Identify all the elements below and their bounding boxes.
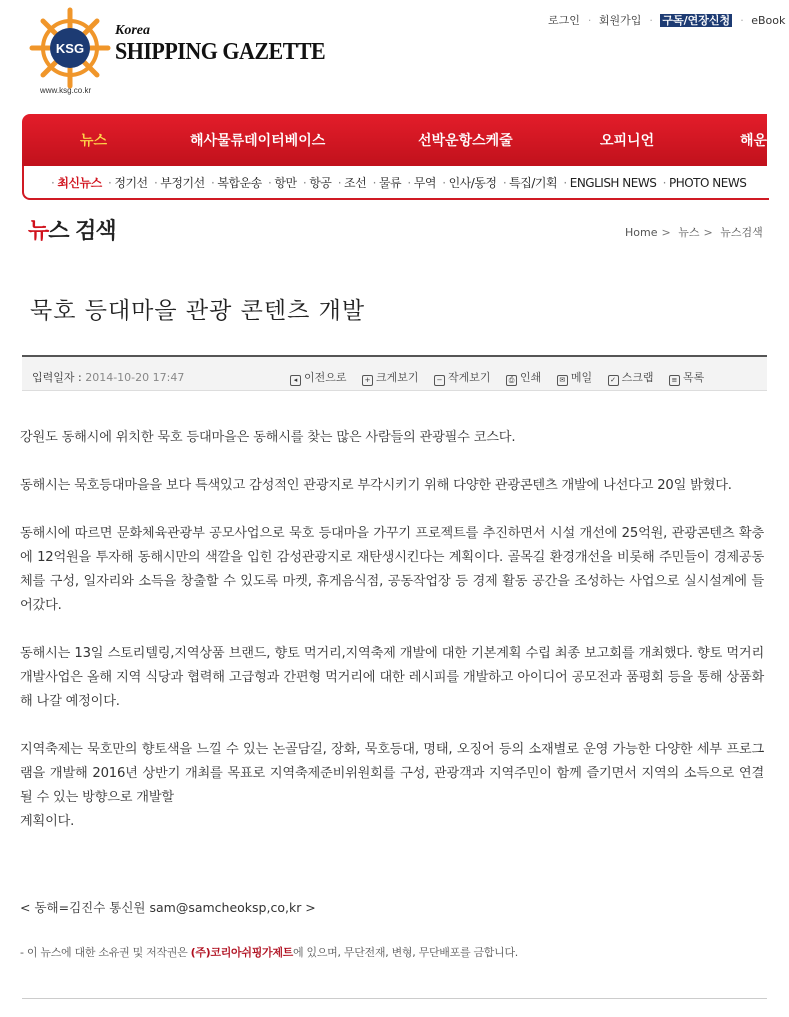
prev-icon: ◂ (290, 375, 301, 386)
scrap-icon: ✓ (608, 375, 619, 386)
logo-url: www.ksg.co.kr (40, 86, 92, 95)
zoom-in-button[interactable]: + 크게보기 (362, 369, 419, 386)
mail-icon: ✉ (557, 375, 568, 386)
gnb-item-database[interactable]: 해사물류데이터베이스 (190, 133, 326, 149)
article-paragraph: 동해시는 묵호등대마을을 보다 특색있고 감성적인 관광지로 부각시키기 위해 다양한 관광콘텐츠 개발에 나선다고 20일 밝혔다. (20, 478, 732, 493)
chevron-right-icon: > (703, 226, 713, 239)
login-link[interactable]: 로그인 (548, 14, 580, 27)
main-nav (22, 114, 767, 166)
subnav-item-feature[interactable]: 특집/기획 (509, 176, 558, 190)
mail-button[interactable]: ✉ 메일 (557, 369, 592, 386)
utility-links: 로그인 · 회원가입 · 구독/연장신청 · eBook (548, 14, 786, 27)
subnav-item-latest[interactable]: 최신뉴스 (57, 176, 102, 190)
subnav-item-english[interactable]: ENGLISH NEWS (569, 176, 657, 190)
zoom-out-icon: − (434, 375, 445, 386)
sub-nav: · 최신뉴스 · 정기선 · 부정기선 · 복합운송 · 항만 · 항공 · 조선 · 물류 · 무역 · 인사/동정 · 특집/기획 · ENGLISH NEWS · PHOTO NEWS (22, 166, 769, 200)
article-meta-bar (22, 357, 767, 391)
brand-name: SHIPPING GAZETTE (115, 36, 326, 65)
subnav-item-photo[interactable]: PHOTO NEWS (668, 176, 747, 190)
article-headline: 묵호 등대마을 관광 콘텐츠 개발 (30, 298, 366, 324)
gnb-item-news[interactable]: 뉴스 (80, 133, 108, 149)
section-title-rest: 스 검색 (48, 219, 116, 244)
list-button[interactable]: ≡ 목록 (669, 369, 704, 386)
ebook-link[interactable]: eBook (751, 14, 786, 27)
scrap-button[interactable]: ✓ 스크랩 (608, 369, 654, 386)
breadcrumb-home[interactable]: Home (625, 226, 658, 239)
site-header (0, 0, 786, 114)
breadcrumb (625, 224, 763, 240)
section-title-red: 뉴 (28, 219, 49, 244)
breadcrumb-news[interactable]: 뉴스 (678, 226, 700, 239)
brand-wordmark[interactable] (115, 23, 326, 65)
gnb-item-shipping[interactable]: 해운 (740, 133, 768, 149)
gnb-item-opinion[interactable]: 오피니언 (600, 133, 655, 149)
zoom-out-button[interactable]: − 작게보기 (434, 369, 491, 386)
article-date (32, 369, 184, 385)
signup-link[interactable]: 회원가입 (598, 14, 642, 27)
gnb-item-schedule[interactable]: 선박운항스케줄 (418, 133, 513, 149)
article-paragraph: 동해시에 따르면 문화체육관광부 공모사업으로 묵호 등대마을 가꾸기 프로젝트를 추진하면서 시설 개선에 25억원, 관광콘텐츠 확충에 12억원을 투자해 동해시만의 색깔을 입힌 감성관광지로 재탄생시킨다는 계획이다. 골목길 환경개선을 비롯해 주민들이 경제공동체를 구성, 일자리와 소득을 창출할 수 있도록 마켓, 휴게음식점, 공동작업장 등 경제 활동 공간을 조성하는 사업으로 실시설계에 들어갔다. (20, 526, 764, 613)
breadcrumb-search: 뉴스검색 (720, 226, 763, 239)
article-byline: < 동해=김진수 통신원 sam@samcheoksp,co,kr > (20, 900, 316, 915)
copyright-notice: - 이 뉴스에 대한 소유권 및 저작권은 (주)코리아쉬핑가제트에 있으며, 무단전재, 변형, 무단배포를 금합니다. (20, 946, 518, 959)
copyright-company: (주)코리아쉬핑가제트 (190, 946, 293, 959)
list-icon: ≡ (669, 375, 680, 386)
ksg-logo[interactable] (30, 8, 110, 88)
article-paragraph: 강원도 동해시에 위치한 묵호 등대마을은 동해시를 찾는 많은 사람들의 관광필수 코스다. (20, 430, 516, 445)
article-tools (290, 369, 716, 386)
subnav-item-air[interactable]: 항공 (309, 176, 332, 190)
subnav-item-liner[interactable]: 정기선 (114, 176, 148, 190)
subscribe-link[interactable]: 구독/연장신청 (662, 14, 731, 27)
subnav-item-logistics[interactable]: 물류 (378, 176, 402, 190)
section-title (28, 214, 116, 245)
subnav-item-multimodal[interactable]: 복합운송 (217, 176, 262, 190)
date-value: 2014-10-20 17:47 (85, 371, 185, 384)
print-icon: ⎙ (506, 375, 517, 386)
brand-korea: Korea (115, 23, 150, 38)
zoom-in-icon: + (362, 375, 373, 386)
print-button[interactable]: ⎙ 인쇄 (506, 369, 541, 386)
subnav-item-tramp[interactable]: 부정기선 (160, 176, 205, 190)
article-paragraph: 지역축제는 묵호만의 향토색을 느낄 수 있는 논골담길, 장화, 묵호등대, 명태, 오징어 등의 소재별로 운영 가능한 다양한 세부 프로그램을 개발해 2016년 상반기 개최를 목표로 지역축제준비위원회를 구성, 관광객과 지역주민이 함께 즐기면서 지역의 소득으로 연결될 수 있는 방향으로 개발할 계획이다. (20, 742, 764, 829)
prev-button[interactable]: ◂ 이전으로 (290, 369, 347, 386)
subnav-item-port[interactable]: 항만 (274, 176, 297, 190)
subnav-item-trade[interactable]: 무역 (413, 176, 436, 190)
divider (22, 998, 767, 999)
subnav-item-people[interactable]: 인사/동정 (448, 176, 497, 190)
logo-text: KSG (55, 41, 85, 56)
article-body (20, 426, 764, 858)
chevron-right-icon: > (661, 226, 671, 239)
article-paragraph: 동해시는 13일 스토리텔링,지역상품 브랜드, 향토 먹거리,지역축제 개발에 대한 기본계획 수립 최종 보고회를 개최했다. 향토 먹거리 개발사업은 올해 지역 식당과 협력해 고급형과 간편형 먹거리에 대한 레시피를 개발하고 아이디어 공모전과 품평회 등을 통해 상품화해 나갈 예정이다. (20, 646, 764, 709)
date-label: 입력일자 : (32, 371, 86, 384)
subnav-item-shipbuilding[interactable]: 조선 (344, 176, 367, 190)
